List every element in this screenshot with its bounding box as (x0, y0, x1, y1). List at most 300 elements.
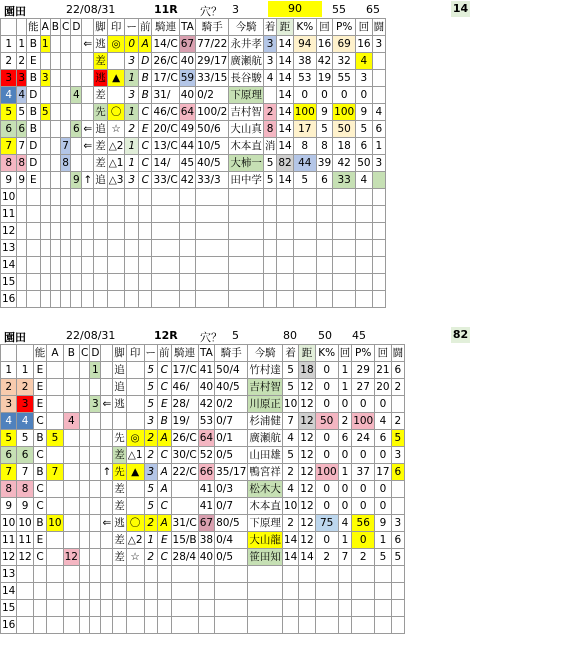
cell-jockey-record (196, 291, 229, 308)
cell-jockey-record (215, 600, 248, 617)
cell-k-count: 0 (338, 396, 352, 413)
column-header-k-count: 回 (338, 345, 352, 362)
cell-col-a (40, 53, 50, 70)
cell-jockey-record (196, 223, 229, 240)
cell-ability (27, 223, 41, 240)
column-header-dash: ー (144, 345, 158, 362)
cell-running-style: 差 (94, 53, 108, 70)
cell-k-count: 39 (316, 155, 332, 172)
cell-front (138, 291, 152, 308)
cell-finish: 消 (263, 138, 277, 155)
cell-jockey-combo: 15/B (171, 532, 198, 549)
cell-finish: 2 (263, 104, 277, 121)
column-header-distance: 距 (299, 345, 315, 362)
table-row (1, 87, 386, 104)
table-row (1, 362, 405, 379)
cell-p-count: 0 (356, 87, 372, 104)
cell-distance: 14 (277, 138, 293, 155)
cell-dash: 3 (125, 172, 139, 189)
table-row (1, 464, 405, 481)
cell-running-style: 逃 (94, 36, 108, 53)
cell-row-number: 5 (1, 430, 17, 447)
cell-col-b (63, 481, 79, 498)
cell-col-c (60, 274, 70, 291)
cell-row-number: 8 (1, 481, 17, 498)
column-header-jockey-record: 騎手 (196, 19, 229, 36)
cell-horse-number: 11 (17, 532, 33, 549)
cell-mark (126, 362, 144, 379)
cell-finish: 10 (282, 396, 298, 413)
cell-k-count (316, 189, 332, 206)
cell-row-number: 13 (1, 240, 17, 257)
cell-p-pct: 56 (352, 515, 375, 532)
cell-p-pct: 42 (333, 155, 356, 172)
cell-col-c (80, 430, 90, 447)
cell-col-a (40, 274, 50, 291)
cell-jockey-name: 大山真 (229, 121, 264, 138)
cell-col-d (71, 240, 82, 257)
cell-k-pct: 0 (315, 532, 338, 549)
cell-mark (126, 481, 144, 498)
cell-jockey-combo (171, 498, 198, 515)
cell-dash: 1 (125, 155, 139, 172)
cell-k-count: 8 (316, 138, 332, 155)
cell-k-count: 6 (316, 172, 332, 189)
cell-horse-number (17, 223, 27, 240)
cell-col-a (47, 498, 63, 515)
cell-k-pct: 94 (293, 36, 316, 53)
cell-col-c (60, 121, 70, 138)
cell-front: C (138, 172, 152, 189)
cell-jockey-name: 大山龍 (248, 532, 283, 549)
cell-ta: 52 (198, 447, 214, 464)
column-header-p-pct: P% (352, 345, 375, 362)
cell-p-count (356, 240, 372, 257)
cell-k-pct: 100 (293, 104, 316, 121)
cell-jockey-record: 33/3 (196, 172, 229, 189)
cell-distance (277, 291, 293, 308)
cell-fight (372, 172, 386, 189)
cell-front: B (138, 70, 152, 87)
cell-arrow: ⇐ (82, 138, 94, 155)
cell-col-a (40, 223, 50, 240)
cell-col-b (63, 430, 79, 447)
cell-col-c (80, 481, 90, 498)
cell-running-style: 差 (94, 138, 108, 155)
cell-p-count (356, 291, 372, 308)
column-header-p-count: 回 (375, 345, 391, 362)
cell-front (138, 274, 152, 291)
cell-col-a (47, 481, 63, 498)
cell-running-style: 差 (94, 155, 108, 172)
column-header-ta: TA (198, 345, 214, 362)
table-row (1, 498, 405, 515)
column-header-mark: 印 (107, 19, 125, 36)
cell-dash: 2 (144, 515, 158, 532)
cell-horse-number: 9 (17, 172, 27, 189)
cell-col-a (40, 189, 50, 206)
ana-value: 5 (232, 329, 239, 342)
cell-col-d: 1 (90, 362, 101, 379)
cell-mark (107, 257, 125, 274)
cell-jockey-combo: 26/C (152, 53, 179, 70)
cell-col-c (80, 583, 90, 600)
cell-row-number: 15 (1, 600, 17, 617)
cell-distance (299, 566, 315, 583)
cell-col-d (71, 274, 82, 291)
column-header-col-a: A (40, 19, 50, 36)
cell-col-d (90, 413, 101, 430)
cell-jockey-combo: 17/C (171, 362, 198, 379)
cell-ability: E (27, 172, 41, 189)
cell-col-c (80, 515, 90, 532)
cell-p-pct (333, 291, 356, 308)
table-row (1, 223, 386, 240)
cell-front: C (138, 155, 152, 172)
cell-front (138, 206, 152, 223)
header-row (1, 19, 386, 36)
table-row (1, 291, 386, 308)
cell-horse-number (17, 189, 27, 206)
cell-k-count: 6 (338, 430, 352, 447)
cell-front (158, 617, 172, 634)
cell-col-d (90, 379, 101, 396)
cell-ability: E (33, 532, 47, 549)
cell-jockey-record (196, 240, 229, 257)
cell-front: A (158, 464, 172, 481)
cell-jockey-name: 吉村智 (248, 379, 283, 396)
cell-k-pct (293, 274, 316, 291)
column-header-k-pct: K% (315, 345, 338, 362)
table-row (1, 36, 386, 53)
cell-col-d (90, 481, 101, 498)
cell-k-count (316, 240, 332, 257)
column-header-row-number (1, 19, 17, 36)
table-row (1, 583, 405, 600)
cell-arrow: ↑ (82, 172, 94, 189)
cell-jockey-name: 永井孝 (229, 36, 264, 53)
header-value-2: 50 (318, 329, 332, 342)
cell-k-count (316, 223, 332, 240)
cell-arrow (82, 189, 94, 206)
cell-running-style (113, 617, 127, 634)
cell-p-count: 9 (375, 515, 391, 532)
cell-row-number: 1 (1, 362, 17, 379)
cell-arrow (101, 549, 113, 566)
column-header-distance: 距 (277, 19, 293, 36)
cell-ability: C (33, 413, 47, 430)
cell-jockey-record: 0/3 (215, 481, 248, 498)
cell-jockey-combo (171, 481, 198, 498)
cell-dash: 5 (144, 379, 158, 396)
cell-col-c (60, 53, 70, 70)
cell-running-style: 逃 (113, 396, 127, 413)
cell-col-c (60, 291, 70, 308)
cell-jockey-combo (171, 566, 198, 583)
cell-arrow (82, 274, 94, 291)
cell-k-pct: 0 (315, 362, 338, 379)
cell-distance: 14 (277, 172, 293, 189)
cell-k-count: 2 (338, 413, 352, 430)
cell-dash: 5 (144, 481, 158, 498)
cell-p-pct (333, 189, 356, 206)
cell-ta (179, 257, 195, 274)
cell-jockey-combo (152, 206, 179, 223)
cell-fight (372, 291, 386, 308)
cell-p-count: 4 (356, 53, 372, 70)
cell-col-c (60, 223, 70, 240)
cell-col-b: 4 (63, 413, 79, 430)
cell-fight: 6 (372, 121, 386, 138)
cell-col-b (50, 240, 60, 257)
cell-distance: 12 (299, 532, 315, 549)
cell-ability: B (33, 430, 47, 447)
cell-ta: 45 (179, 155, 195, 172)
cell-col-b (50, 104, 60, 121)
cell-dash: 1 (125, 138, 139, 155)
cell-row-number: 1 (1, 36, 17, 53)
cell-horse-number: 3 (17, 396, 33, 413)
cell-jockey-name: 松木大 (248, 481, 283, 498)
column-header-horse-number (17, 345, 33, 362)
cell-ability: C (33, 498, 47, 515)
cell-distance: 12 (299, 498, 315, 515)
cell-jockey-record (196, 189, 229, 206)
cell-col-d (71, 36, 82, 53)
cell-k-count: 42 (316, 53, 332, 70)
cell-dash (144, 600, 158, 617)
cell-front: A (158, 515, 172, 532)
cell-horse-number (17, 600, 33, 617)
cell-col-a (47, 600, 63, 617)
cell-col-b (50, 172, 60, 189)
cell-distance: 18 (299, 362, 315, 379)
cell-jockey-combo: 19/ (171, 413, 198, 430)
cell-distance: 14 (277, 87, 293, 104)
cell-ta: 53 (198, 413, 214, 430)
cell-dash: 5 (144, 362, 158, 379)
cell-horse-number: 9 (17, 498, 33, 515)
cell-p-count (356, 274, 372, 291)
cell-finish: 14 (282, 532, 298, 549)
cell-distance: 12 (299, 481, 315, 498)
cell-horse-number: 5 (17, 430, 33, 447)
column-header-k-count: 回 (316, 19, 332, 36)
cell-jockey-combo (152, 274, 179, 291)
column-header-ability: 能 (33, 345, 47, 362)
column-header-horse-number (17, 19, 27, 36)
cell-horse-number: 1 (17, 36, 27, 53)
cell-jockey-name (229, 291, 264, 308)
cell-k-pct: 8 (293, 138, 316, 155)
cell-finish: 5 (263, 172, 277, 189)
cell-col-b (63, 498, 79, 515)
cell-jockey-record (215, 583, 248, 600)
cell-col-d (71, 206, 82, 223)
cell-jockey-name: 山田雄 (248, 447, 283, 464)
cell-finish (263, 189, 277, 206)
cell-finish: 3 (263, 36, 277, 53)
cell-p-pct (352, 583, 375, 600)
cell-ta (179, 206, 195, 223)
cell-distance (299, 600, 315, 617)
cell-p-count: 0 (375, 396, 391, 413)
cell-jockey-name: 下原理 (229, 87, 264, 104)
cell-col-d (71, 155, 82, 172)
column-header-jockey-record: 騎手 (215, 345, 248, 362)
cell-k-count (338, 583, 352, 600)
cell-front: A (138, 36, 152, 53)
cell-running-style: 差 (94, 87, 108, 104)
table-row (1, 257, 386, 274)
cell-fight (391, 498, 405, 515)
cell-col-d (90, 566, 101, 583)
cell-col-c (80, 447, 90, 464)
cell-p-pct (333, 206, 356, 223)
cell-front (138, 223, 152, 240)
cell-col-b: 12 (63, 549, 79, 566)
cell-jockey-record: 0/5 (215, 447, 248, 464)
cell-finish (282, 600, 298, 617)
cell-front: C (158, 447, 172, 464)
cell-p-count: 5 (356, 121, 372, 138)
column-header-ability: 能 (27, 19, 41, 36)
column-header-col-d: D (90, 345, 101, 362)
cell-col-b (63, 396, 79, 413)
cell-ta: 66 (198, 464, 214, 481)
cell-ta (179, 274, 195, 291)
cell-ta: 64 (179, 104, 195, 121)
cell-col-d: 9 (71, 172, 82, 189)
cell-col-a (47, 566, 63, 583)
cell-horse-number: 12 (17, 549, 33, 566)
cell-jockey-record (215, 617, 248, 634)
cell-jockey-name: 竹村達 (248, 362, 283, 379)
cell-row-number: 3 (1, 70, 17, 87)
cell-mark (107, 274, 125, 291)
cell-row-number: 11 (1, 532, 17, 549)
cell-arrow (82, 206, 94, 223)
cell-mark: ☆ (107, 121, 125, 138)
cell-mark (126, 600, 144, 617)
cell-jockey-combo (152, 257, 179, 274)
cell-p-count: 6 (356, 138, 372, 155)
ana-label: 穴？ (200, 331, 222, 344)
cell-k-count (338, 566, 352, 583)
table-row (1, 240, 386, 257)
cell-p-pct: 0 (352, 396, 375, 413)
cell-fight (391, 600, 405, 617)
table-row (1, 430, 405, 447)
cell-jockey-record (215, 566, 248, 583)
cell-finish: 4 (282, 430, 298, 447)
column-header-fight: 闘 (372, 19, 386, 36)
cell-finish (282, 583, 298, 600)
cell-jockey-name (229, 274, 264, 291)
cell-k-pct: 0 (315, 481, 338, 498)
cell-jockey-record: 80/5 (215, 515, 248, 532)
cell-horse-number: 6 (17, 121, 27, 138)
cell-jockey-name (229, 189, 264, 206)
cell-fight: 6 (391, 362, 405, 379)
cell-mark: ◎ (126, 430, 144, 447)
cell-k-count (316, 257, 332, 274)
cell-col-c (80, 498, 90, 515)
cell-ta: 67 (179, 36, 195, 53)
cell-ability: B (33, 515, 47, 532)
table-row (1, 481, 405, 498)
cell-mark (126, 498, 144, 515)
cell-finish: 4 (263, 70, 277, 87)
cell-horse-number: 8 (17, 481, 33, 498)
cell-col-c (60, 70, 70, 87)
cell-jockey-combo: 20/C (152, 121, 179, 138)
cell-distance: 14 (277, 70, 293, 87)
cell-ability (27, 291, 41, 308)
cell-jockey-record: 0/1 (215, 430, 248, 447)
cell-jockey-name: 廣瀬航 (248, 430, 283, 447)
cell-row-number: 16 (1, 291, 17, 308)
cell-distance: 14 (277, 36, 293, 53)
cell-finish (263, 87, 277, 104)
cell-p-pct (333, 257, 356, 274)
cell-k-pct (293, 257, 316, 274)
cell-col-b (50, 53, 60, 70)
cell-jockey-combo: 46/ (171, 379, 198, 396)
cell-col-a (40, 87, 50, 104)
cell-jockey-record (196, 274, 229, 291)
cell-jockey-name: 大柿一 (229, 155, 264, 172)
cell-arrow (101, 430, 113, 447)
cell-col-d: 4 (71, 87, 82, 104)
cell-front: A (158, 481, 172, 498)
cell-finish: 3 (263, 53, 277, 70)
cell-finish (282, 566, 298, 583)
cell-k-count: 0 (338, 481, 352, 498)
cell-running-style (94, 189, 108, 206)
cell-ta: 40 (179, 87, 195, 104)
cell-fight (372, 189, 386, 206)
cell-k-pct: 0 (315, 447, 338, 464)
cell-p-count: 21 (375, 362, 391, 379)
race-number: 12R (154, 329, 178, 342)
cell-col-d (90, 583, 101, 600)
cell-row-number: 8 (1, 155, 17, 172)
cell-p-count: 0 (375, 498, 391, 515)
cell-jockey-combo (152, 189, 179, 206)
cell-row-number: 14 (1, 257, 17, 274)
cell-distance: 12 (299, 515, 315, 532)
cell-fight (372, 223, 386, 240)
cell-jockey-name: 長谷駿 (229, 70, 264, 87)
cell-finish: 2 (282, 464, 298, 481)
cell-running-style (94, 206, 108, 223)
cell-dash: 3 (125, 87, 139, 104)
venue-label: 園田 (4, 331, 26, 344)
cell-col-b (50, 155, 60, 172)
cell-p-pct: 27 (352, 379, 375, 396)
column-header-fight: 闘 (391, 345, 405, 362)
column-header-row-number (1, 345, 17, 362)
cell-ta (198, 566, 214, 583)
cell-col-b (63, 379, 79, 396)
cell-p-count: 4 (375, 413, 391, 430)
cell-ta: 59 (179, 70, 195, 87)
column-header-front: 前 (138, 19, 152, 36)
cell-p-count (356, 206, 372, 223)
cell-ta: 40 (179, 53, 195, 70)
cell-col-c (60, 104, 70, 121)
